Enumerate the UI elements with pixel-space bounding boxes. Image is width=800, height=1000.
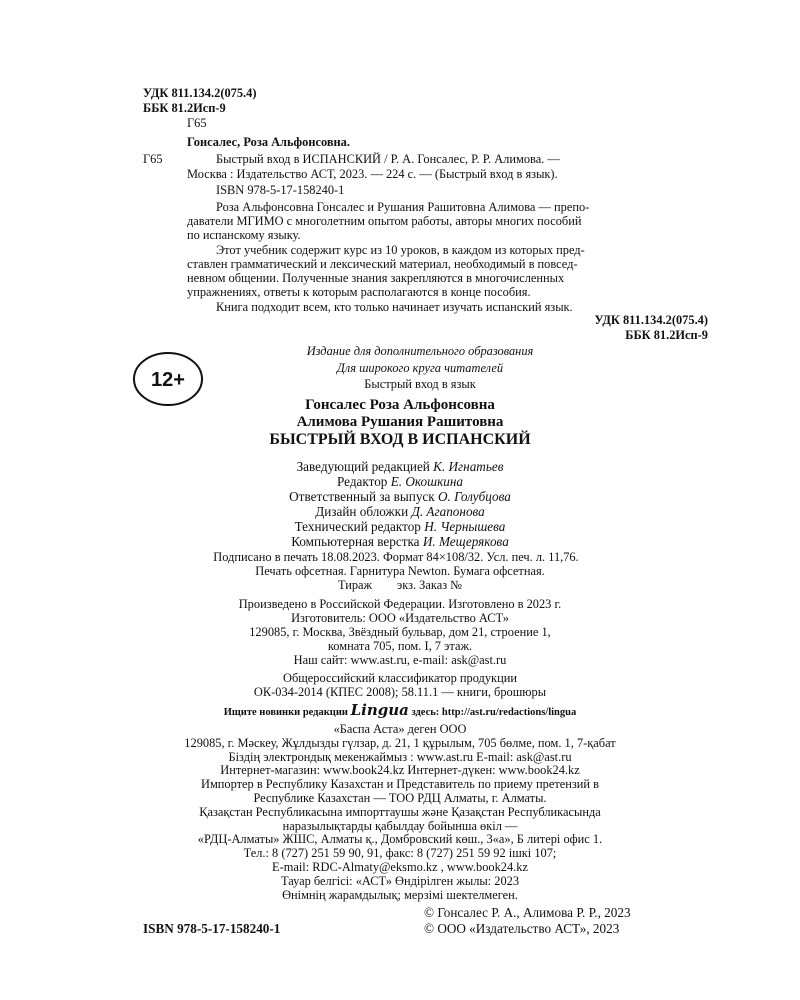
bbk-code: ББК 81.2Исп-9 [143,101,226,115]
copyright-line: © Гонсалес Р. А., Алимова Р. Р., 2023 [424,905,631,920]
production-line: комната 705, пом. I, 7 этаж. [327,639,473,653]
kz-line: Интернет-магазин: www.book24.kz Интернет-дүкен: www.book24.kz [220,763,580,777]
staff-role: Технический редактор [294,519,421,534]
bib-author-mark: Г65 [143,152,163,166]
kz-line: Біздің электрондық мекенжаймыз : www.ast.ru E-mail: ask@ast.ru [228,750,572,764]
bib-title-line: Москва : Издательство АСТ, 2023. — 224 с. — (Быстрый вход в язык). [187,167,558,181]
classifier-line: ОК-034-2014 (КПЕС 2008); 58.11.1 — книги, брошюры [253,685,547,699]
bbk-code-right: ББК 81.2Исп-9 [625,328,708,342]
kz-line: Қазақстан Республикасына импорттаушы және Қазақстан Республикасында [199,805,601,819]
print-info-line: Печать офсетная. Гарнитура Newton. Бумага офсетная. [255,564,545,578]
production-line: 129085, г. Москва, Звёздный бульвар, дом 21, строение 1, [249,625,551,639]
lingua-promo-url: здесь: http://ast.ru/redactions/lingua [411,707,577,718]
abstract-line: упражнениях, ответы к которым располагаются в конце пособия. [187,285,531,299]
kz-line: Тауар белгісі: «АСТ» Өндірілген жылы: 2023 [280,874,520,888]
abstract-line: Книга подходит всем, кто только начинает изучать испанский язык. [216,300,573,314]
author-name: Гонсалес Роза Альфонсовна [305,397,495,413]
kz-line: Тел.: 8 (727) 251 59 90, 91, факс: 8 (727) 251 59 92 ішкі 107; [243,846,557,860]
production-line: Произведено в Российской Федерации. Изготовлено в 2023 г. [238,597,562,611]
abstract-line: по испанскому языку. [187,228,301,242]
lingua-logo: Lingua [350,701,409,719]
classifier-line: Общероссийский классификатор продукции [283,671,517,685]
copyright-line: © ООО «Издательство АСТ», 2023 [424,921,620,936]
staff-name: Д. Агапонова [411,504,485,519]
edition-audience: Для широкого круга читателей [336,361,504,375]
kz-line: E-mail: RDC-Almaty@eksmo.kz , www.book24.kz [272,860,528,874]
series-name: Быстрый вход в язык [364,377,476,391]
staff-role: Компьютерная верстка [291,534,420,549]
kz-line: Импортер в Республику Казахстан и Представитель по приему претензий в [201,777,599,791]
staff-name: К. Игнатьев [433,459,504,474]
abstract-line: даватели МГИМО с многолетним опытом работы, авторы многих пособий [187,214,582,228]
lingua-promo [0,701,800,722]
kz-line: наразылықтарды қабылдау бойынша өкіл — [282,819,518,833]
staff-role: Редактор [336,474,388,489]
print-run-line: Тираж экз. Заказ № [337,578,463,592]
staff-name: Е. Окошкина [390,474,463,489]
bib-author: Гонсалес, Роза Альфонсовна. [187,135,350,149]
abstract-line: Этот учебник содержит курс из 10 уроков, в каждом из которых пред- [216,243,585,257]
staff-name: Н. Чернышева [424,519,506,534]
staff-role: Заведующий редакцией [296,459,430,474]
udk-code-right: УДК 811.134.2(075.4) [594,313,708,327]
production-line: Наш сайт: www.ast.ru, e-mail: ask@ast.ru [293,653,507,667]
staff-name: О. Голубцова [437,489,511,504]
edition-purpose: Издание для дополнительного образования [306,344,534,358]
staff-credit [0,519,800,534]
staff-credit [0,474,800,489]
bib-isbn: ISBN 978-5-17-158240-1 [216,183,345,197]
abstract-line: ставлен грамматический и лексический материал, необходимый в повсед- [187,257,578,271]
abstract-line: невном общении. Полученные знания закрепляются в многочисленных [187,271,565,285]
kz-line: Республике Казахстан — ТОО РДЦ Алматы, г. Алматы. [253,791,547,805]
author-mark: Г65 [187,116,207,130]
age-rating-text: 12+ [151,369,185,391]
book-title: БЫСТРЫЙ ВХОД В ИСПАНСКИЙ [269,431,531,448]
kz-line: 129085, г. Мәскеу, Жұлдызды гүлзар, д. 21, 1 құрылым, 705 бөлме, пом. 1, 7-қабат [184,736,616,750]
staff-credit [0,534,800,549]
udk-code: УДК 811.134.2(075.4) [143,86,257,100]
kz-line: «Баспа Аста» деген ООО [333,722,467,736]
staff-credit [0,504,800,519]
staff-role: Дизайн обложки [315,504,409,519]
lingua-promo-text: Ищите новинки редакции [223,707,348,718]
staff-name: И. Мещерякова [422,534,509,549]
bib-title-line: Быстрый вход в ИСПАНСКИЙ / Р. А. Гонсалес, Р. Р. Алимова. — [216,152,560,166]
staff-credit [0,459,800,474]
abstract-line: Роза Альфонсовна Гонсалес и Рушания Рашитовна Алимова — препо- [216,200,590,214]
isbn-footer: ISBN 978-5-17-158240-1 [143,921,281,936]
print-info-line: Подписано в печать 18.08.2023. Формат 84×108/32. Усл. печ. л. 11,76. [213,550,579,564]
staff-credit [0,489,800,504]
production-line: Изготовитель: ООО «Издательство АСТ» [291,611,509,625]
kz-line: Өнімнің жарамдылық; мерзімі шектелмеген. [282,888,518,902]
author-name: Алимова Рушания Рашитовна [296,414,504,430]
staff-role: Ответственный за выпуск [289,489,435,504]
kz-line: «РДЦ-Алматы» ЖШС, Алматы қ., Домбровский көш., 3«а», Б литері офис 1. [197,832,603,846]
